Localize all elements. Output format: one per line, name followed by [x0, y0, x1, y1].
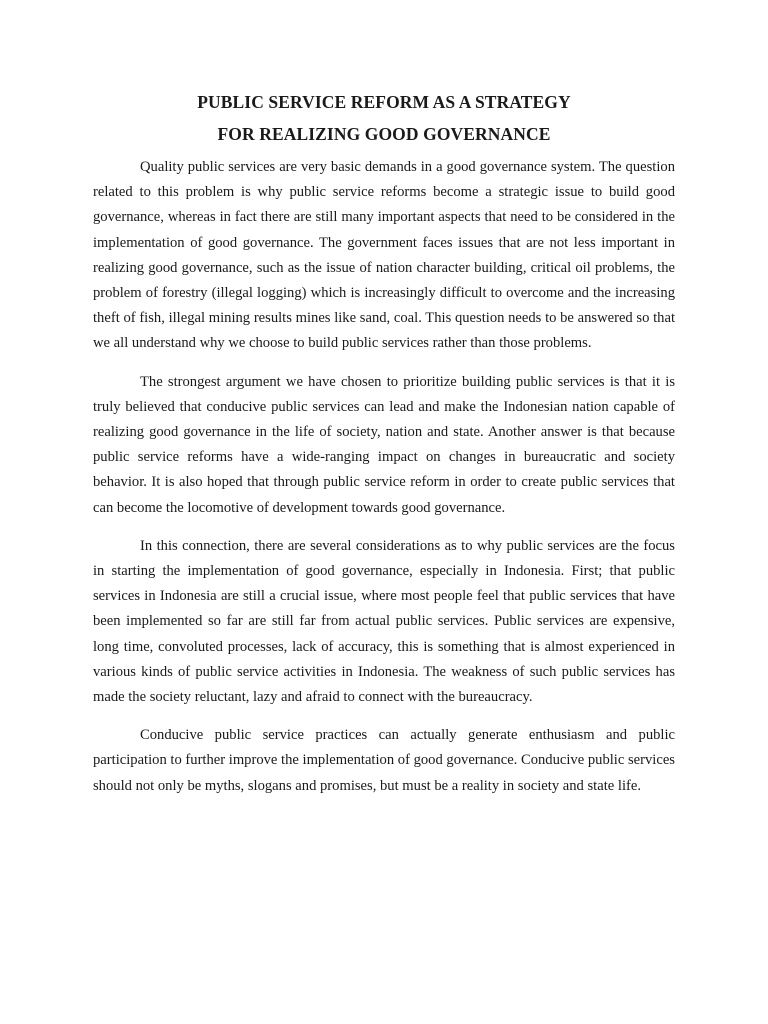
paragraph-4: Conducive public service practices can actually generate enthusiasm and public participation to further improve the implementation of good governance. Conducive public services should not only be myths, slogans and promises, but must be a reality in society and state life. [93, 727, 675, 794]
paragraph-3: In this connection, there are several considerations as to why public services are the focus in starting the implementation of good governance, especially in Indonesia. First; that public services in Indonesia are still a crucial issue, where most people feel that public services that have been implemented so far are still far from actual public services. Public services are expensive, long time, convoluted processes, lack of accuracy, this is something that is almost experienced in various kinds of public service activities in Indonesia. The weakness of such public services has made the society reluctant, lazy and afraid to connect with the bureaucracy. [93, 537, 675, 706]
paragraph-1: Quality public services are very basic demands in a good governance system. The question related to this problem is why public service reforms become a strategic issue to build good governance, whereas in fact there are still many important aspects that need to be considered in the implementation of good governance. The government faces issues that are not less important in realizing good governance, such as the issue of nation character building, critical oil problems, the problem of forestry (illegal logging) which is increasingly difficult to overcome and the increasing theft of fish, illegal mining results mines like sand, coal. This question needs to be answered so that we all understand why we choose to build public services rather than those problems. [93, 159, 675, 352]
document-title [0, 86, 768, 150]
title-line-2: FOR REALIZING GOOD GOVERNANCE [217, 124, 551, 144]
document-body [93, 155, 675, 812]
paragraph-2: The strongest argument we have chosen to prioritize building public services is that it is truly believed that conducive public services can lead and make the Indonesian nation capable of realizing good governance in the life of society, nation and state. Another answer is that because public service reforms have a wide-ranging impact on changes in bureaucratic and society behavior. It is also hoped that through public service reform in order to create public services that can become the locomotive of development towards good governance. [93, 373, 675, 516]
title-line-1: PUBLIC SERVICE REFORM AS A STRATEGY [197, 92, 571, 112]
